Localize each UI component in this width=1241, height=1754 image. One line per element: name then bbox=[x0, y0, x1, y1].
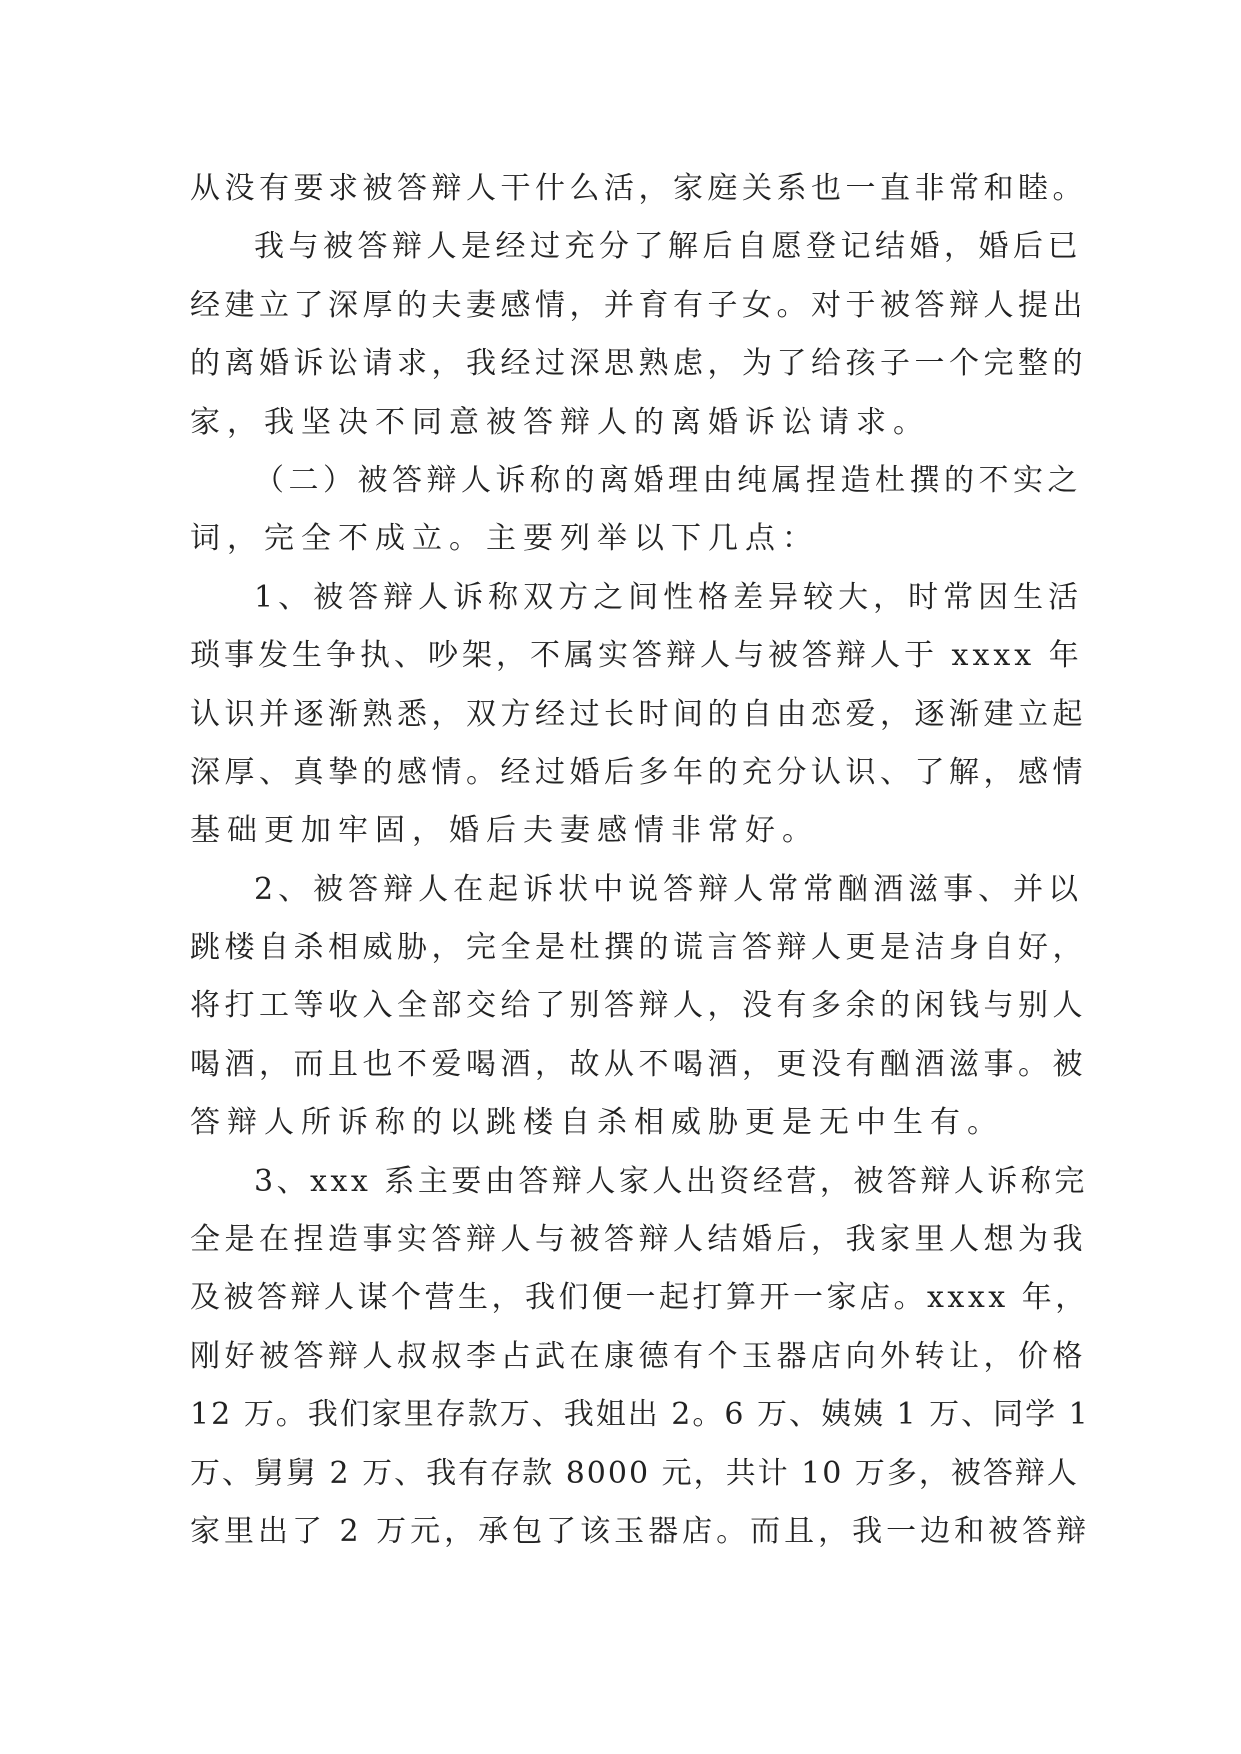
text-line: 答辩人所诉称的以跳楼自杀相威胁更是无中生有。 bbox=[190, 1105, 1004, 1141]
text-line: 经建立了深厚的夫妻感情，并育有子女。对于被答辩人提出 bbox=[190, 287, 1087, 323]
text-line: 认识并逐渐熟悉，双方经过长时间的自由恋爱，逐渐建立起 bbox=[190, 696, 1087, 732]
text-line: 琐事发生争执、吵架，不属实答辩人与被答辩人于 xxxx 年 bbox=[190, 638, 1083, 674]
text-line: 跳楼自杀相威胁，完全是杜撰的谎言答辩人更是洁身自好， bbox=[190, 930, 1087, 966]
text-line: 从没有要求被答辩人干什么活，家庭关系也一直非常和睦。 bbox=[190, 171, 1087, 206]
text-line: 深厚、真挚的感情。经过婚后多年的充分认识、了解，感情 bbox=[190, 754, 1087, 790]
text-line: 基础更加牢固，婚后夫妻感情非常好。 bbox=[190, 813, 819, 849]
text-line: 2、被答辩人在起诉状中说答辩人常常酗酒滋事、并以 bbox=[254, 871, 1084, 907]
text-line: 的离婚诉讼请求，我经过深思熟虑，为了给孩子一个完整的 bbox=[190, 346, 1087, 382]
text-line: 喝酒，而且也不爱喝酒，故从不喝酒，更没有酗酒滋事。被 bbox=[190, 1046, 1087, 1082]
document-body bbox=[190, 160, 1091, 1561]
text-line: 家里出了 2 万元，承包了该玉器店。而且，我一边和被答辩 bbox=[190, 1513, 1091, 1549]
text-line: 全是在捏造事实答辩人与被答辩人结婚后，我家里人想为我 bbox=[190, 1222, 1087, 1258]
text-line: 万、舅舅 2 万、我有存款 8000 元，共计 10 万多，被答辩人 bbox=[190, 1455, 1079, 1491]
text-line: 及被答辩人谋个营生，我们便一起打算开一家店。xxxx 年， bbox=[190, 1280, 1089, 1316]
text-line: 将打工等收入全部交给了别答辩人，没有多余的闲钱与别人 bbox=[190, 988, 1087, 1024]
text-line: 家，我坚决不同意被答辩人的离婚诉讼请求。 bbox=[190, 404, 930, 440]
text-line: 3、xxx 系主要由答辩人家人出资经营，被答辩人诉称完 bbox=[254, 1163, 1088, 1199]
text-line: 词，完全不成立。主要列举以下几点： bbox=[190, 521, 819, 557]
text-line: 我与被答辩人是经过充分了解后自愿登记结婚，婚后已 bbox=[254, 229, 1082, 265]
text-line: 1、被答辩人诉称双方之间性格差异较大，时常因生活 bbox=[254, 579, 1084, 615]
text-line: （二）被答辩人诉称的离婚理由纯属捏造杜撰的不实之 bbox=[254, 462, 1082, 498]
text-line: 刚好被答辩人叔叔李占武在康德有个玉器店向外转让，价格 bbox=[190, 1338, 1087, 1374]
text-line: 12 万。我们家里存款万、我姐出 2。6 万、姨姨 1 万、同学 1 bbox=[190, 1397, 1090, 1433]
